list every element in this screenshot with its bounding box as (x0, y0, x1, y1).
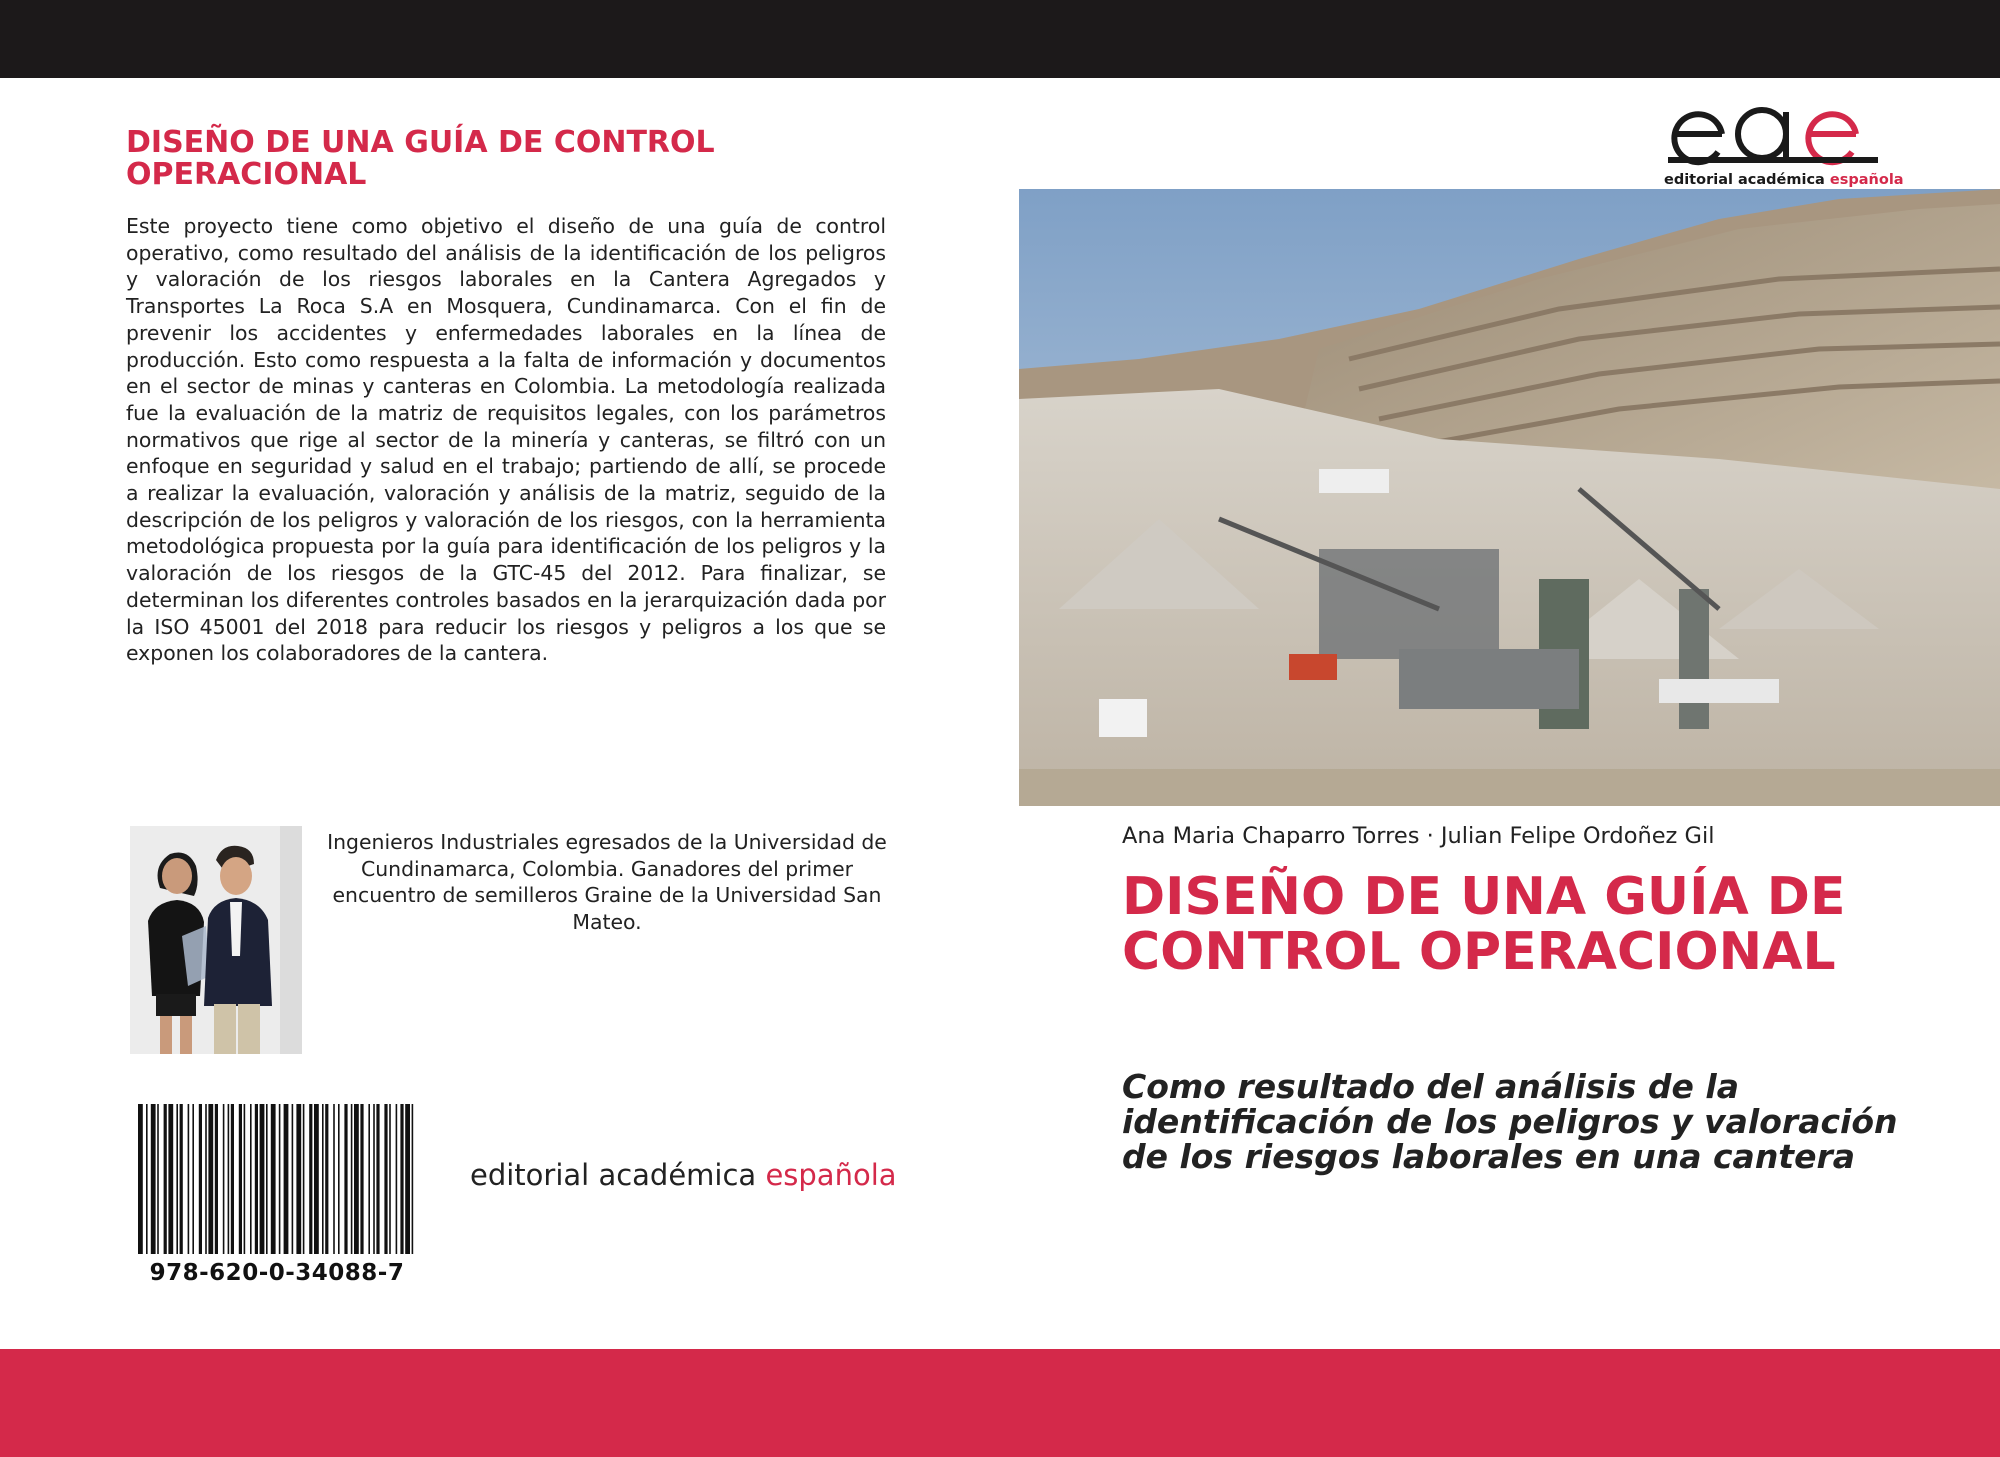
back-cover-blurb: Este proyecto tiene como objetivo el diseño de una guía de control operativo, como resultado del análisis de la identificación de los peligros y valoración de los riesgos laborales en la Cantera Agregados y Transportes La Roca S.A en Mosquera, Cundinamarca. Con el fin de prevenir los accidentes y enfermedades laborales en la línea de producción. Esto como respuesta a la falta de información y documentos en el sector de minas y canteras en Colombia. La metodología realizada fue la evaluación de la matriz de requisitos legales, con los parámetros normativos que rige al sector de la minería y canteras, se filtró con un enfoque en seguridad y salud en el trabajo; partiendo de allí, se procede a realizar la evaluación, valoración y análisis de la matriz, seguido de la descripción de los peligros y valoración de los riesgos, con la herramienta metodológica propuesta por la guía para identificación de los peligros y la valoración de los riesgos de la GTC-45 del 2012. Para finalizar, se determinan los diferentes controles basados en la jerarquización dada por la ISO 45001 del 2018 para reducir los riesgos y peligros a los que se exponen los colaboradores de la cantera. (126, 214, 886, 666)
top-band (0, 0, 2000, 78)
barcode (138, 1104, 416, 1254)
front-cover-subtitle: Como resultado del análisis de la identificación de los peligros y valoración de los riesgos laborales en una cantera (1122, 1067, 1898, 1176)
front-cover-title: DISEÑO DE UNA GUÍA DE CONTROL OPERACIONAL (1122, 867, 1846, 982)
publisher-name-accent: española (765, 1158, 897, 1192)
back-cover-title: DISEÑO DE UNA GUÍA DE CONTROL OPERACIONAL (126, 125, 715, 192)
logo-name-prefix: editorial académica (1664, 172, 1825, 188)
author-photo (130, 826, 302, 1054)
publisher-logo (1658, 92, 1904, 190)
isbn-number: 978-620-0-34088-7 (149, 1260, 405, 1286)
authors: Ana Maria Chaparro Torres · Julian Felipe Ordoñez Gil (1122, 823, 1715, 849)
publisher-name (470, 1158, 897, 1192)
bottom-band (0, 1349, 2000, 1457)
logo-name-accent: española (1829, 172, 1904, 188)
publisher-name-prefix: editorial académica (470, 1158, 757, 1192)
svg-text:editorial académica española (1664, 172, 1904, 188)
author-bio: Ingenieros Industriales egresados de la Universidad de Cundinamarca, Colombia. Ganadores del primer encuentro de semilleros Graine de la Universidad San Mateo. (327, 830, 887, 934)
quarry-photo (1019, 189, 2000, 806)
